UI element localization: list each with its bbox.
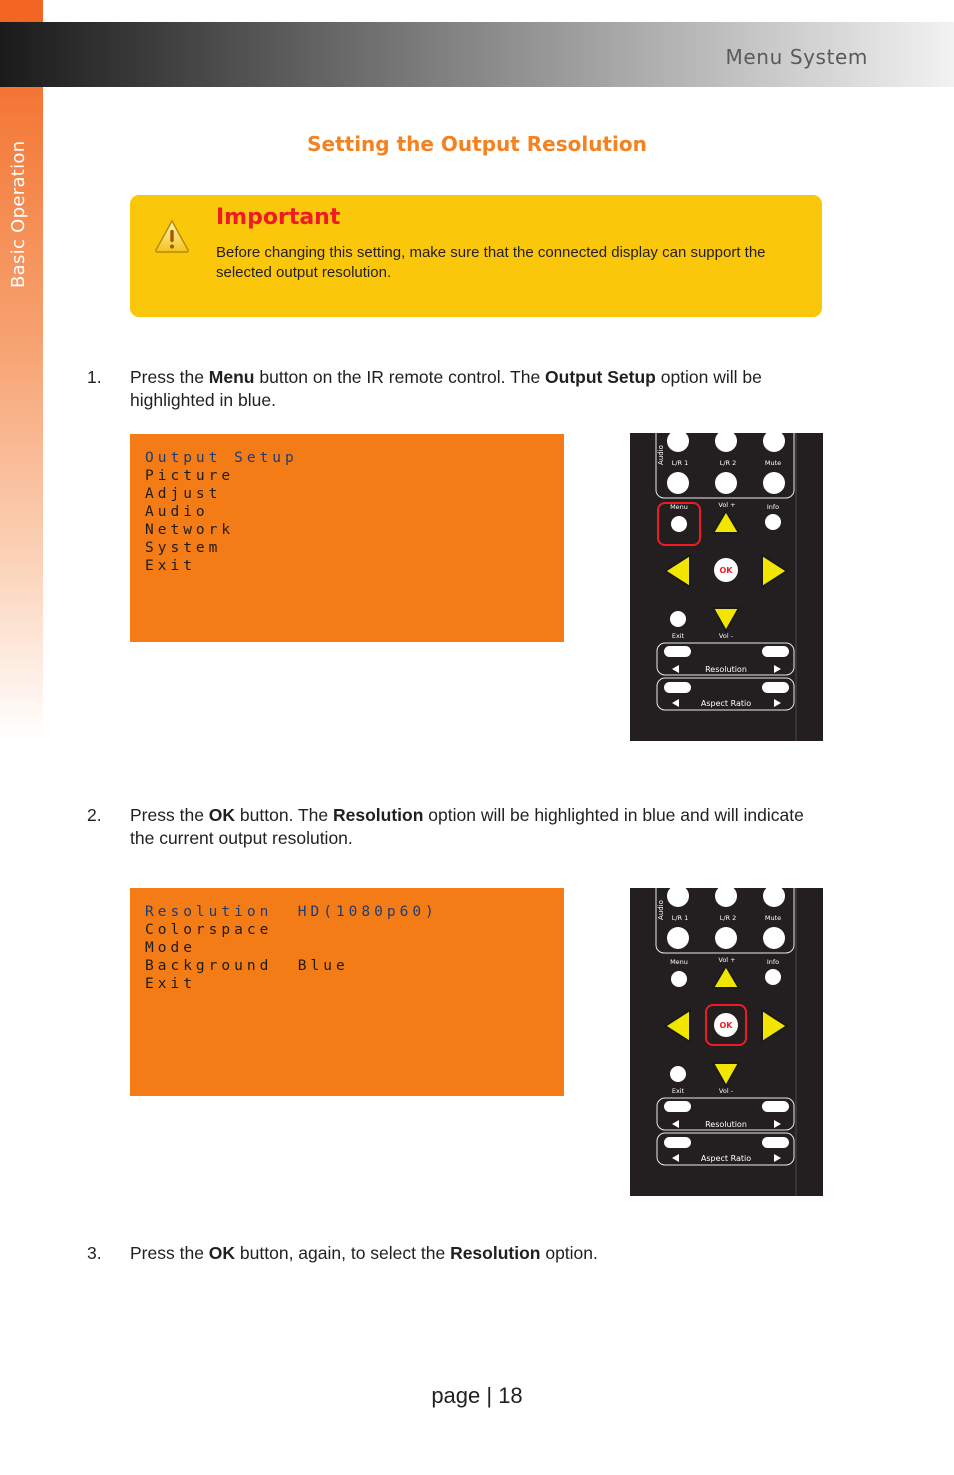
exit-button-icon [670,611,686,627]
lr1-label: L/R 1 [671,459,689,467]
osd-menu-item: Picture [145,468,235,484]
step-text: Press the Menu button on the IR remote control. The Output Setup option will be highlighted in blue. [130,367,762,410]
remote-control-ok [630,888,823,1196]
step-number: 3. [87,1243,102,1263]
resolution-label: Resolution [705,665,747,674]
resolution-up-button [762,646,789,657]
osd-menu-item: Resolution HD(1080p60) [145,904,438,920]
vol-up-label: Vol + [718,956,736,964]
exit-label: Exit [671,1087,685,1095]
header-title: Menu System [725,45,868,69]
menu-button-icon [671,971,687,987]
aspect-down-button [664,1137,691,1148]
osd-menu-item: Background Blue [145,958,349,974]
audio-label: Audio [657,900,665,920]
sidebar-label: Basic Operation [8,140,29,288]
vol-down-label: Vol - [718,1087,734,1095]
remote-button [715,472,737,494]
step-text: Press the OK button, again, to select the Resolution option. [130,1243,598,1263]
exit-button-icon [670,1066,686,1082]
note-heading: Important [216,205,341,230]
step-number: 2. [87,805,102,825]
vol-down-label: Vol - [718,632,734,640]
info-button-icon [765,969,781,985]
osd-main-menu [130,434,564,642]
vol-up-label: Vol + [718,501,736,509]
osd-menu-item: Output Setup [145,450,298,466]
osd-menu-list [145,449,298,575]
section-title: Setting the Output Resolution [307,132,647,156]
info-label: Info [766,503,780,511]
mute-label: Mute [764,459,782,467]
osd-menu-item: Audio [145,504,209,520]
step-text: Press the OK button. The Resolution option will be highlighted in blue and will indicate the current output resolution. [130,805,804,848]
ok-label: OK [719,566,733,575]
resolution-down-button [664,1101,691,1112]
remote-button [667,472,689,494]
resolution-label: Resolution [705,1120,747,1129]
menu-label: Menu [670,503,688,511]
important-note [130,195,822,317]
step-number: 1. [87,367,102,387]
ok-label: OK [719,1021,733,1030]
osd-menu-item: Exit [145,558,196,574]
aspect-ratio-label: Aspect Ratio [700,1154,752,1163]
resolution-up-button [762,1101,789,1112]
remote-button [715,927,737,949]
osd-menu-item: Mode [145,940,196,956]
remote-control-menu [630,433,823,741]
warning-triangle-icon [154,219,190,253]
sidebar-tab [0,0,43,740]
info-button-icon [765,514,781,530]
remote-control-illustration [630,433,823,741]
osd-menu-item: Adjust [145,486,222,502]
page-number: page | 18 [431,1383,523,1408]
menu-label: Menu [670,958,688,966]
menu-button-icon [671,516,687,532]
note-text: Before changing this setting, make sure that the connected display can support the selected output resolution. [216,244,766,281]
audio-label: Audio [657,445,665,465]
lr2-label: L/R 2 [719,459,737,467]
aspect-down-button [664,682,691,693]
remote-button [763,927,785,949]
aspect-up-button [762,682,789,693]
osd-menu-item: Network [145,522,235,538]
info-label: Info [766,958,780,966]
osd-menu-item: System [145,540,222,556]
resolution-down-button [664,646,691,657]
osd-output-setup-menu [130,888,564,1096]
aspect-ratio-label: Aspect Ratio [700,699,752,708]
osd-menu-item: Colorspace [145,922,273,938]
osd-menu-item: Exit [145,976,196,992]
lr2-label: L/R 2 [719,914,737,922]
remote-button [667,927,689,949]
osd-menu-list [145,903,438,993]
lr1-label: L/R 1 [671,914,689,922]
remote-control-illustration [630,888,823,1196]
mute-label: Mute [764,914,782,922]
remote-button [763,472,785,494]
aspect-up-button [762,1137,789,1148]
exit-label: Exit [671,632,685,640]
